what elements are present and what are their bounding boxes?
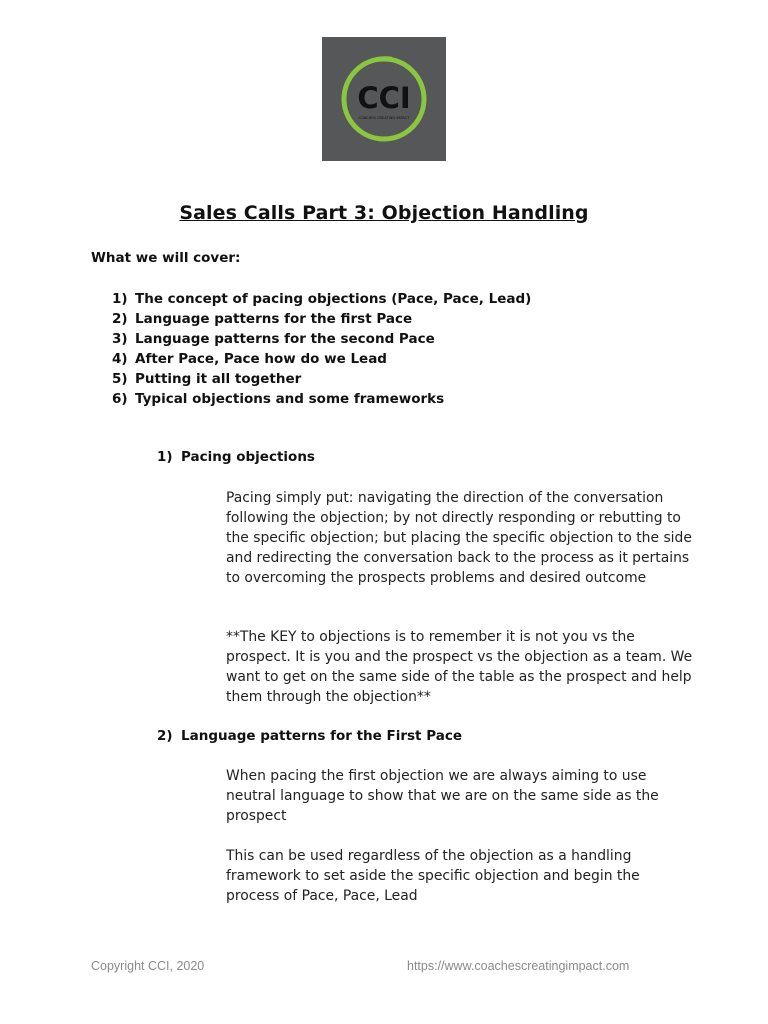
toc-item <box>112 350 531 370</box>
toc-item-number: 4) <box>112 351 128 367</box>
toc-item <box>112 310 531 330</box>
toc-item-number: 5) <box>112 371 128 387</box>
toc-item-text: The concept of pacing objections (Pace, Pace, Lead) <box>135 291 532 307</box>
section-paragraph: **The KEY to objections is to remember it is not you vs the prospect. It is you and the prospect vs the objection as a team. We want to get on the same side of the table as the prospect and help them through the objection** <box>226 629 693 705</box>
toc-item-text: Putting it all together <box>135 371 302 387</box>
section-paragraph: This can be used regardless of the objection as a handling framework to set aside the specific objection and begin the process of Pace, Pace, Lead <box>226 848 640 904</box>
toc-item-text: Language patterns for the second Pace <box>135 331 435 347</box>
toc-item-text: After Pace, Pace how do we Lead <box>135 351 387 367</box>
toc-item <box>112 370 531 390</box>
page-title: Sales Calls Part 3: Objection Handling <box>179 202 589 224</box>
toc-item <box>112 290 531 310</box>
section-heading-pacing-objections <box>157 449 315 465</box>
footer-copyright: Copyright CCI, 2020 <box>91 959 205 973</box>
section-paragraph: Pacing simply put: navigating the direction of the conversation following the objection; by not directly responding or rebutting to the specific objection; but placing the specific objection to the side and redirecting the conversation back to the process as it pertains to overcoming the prospects problems and desired outcome <box>226 490 692 586</box>
cci-logo <box>322 37 446 161</box>
toc-item-number: 2) <box>112 311 128 327</box>
toc-item-number: 3) <box>112 331 128 347</box>
toc-list <box>112 290 531 410</box>
section-title: Language patterns for the First Pace <box>181 728 462 744</box>
section-number: 2) <box>157 728 173 744</box>
section-paragraph: When pacing the first objection we are always aiming to use neutral language to show that we are on the same side as the prospect <box>226 768 659 824</box>
logo-text: CCI <box>357 81 411 115</box>
section-heading-language-patterns <box>157 728 462 744</box>
toc-item-number: 6) <box>112 391 128 407</box>
footer-url[interactable]: https://www.coachescreatingimpact.com <box>407 959 630 973</box>
cci-logo-graphic <box>322 37 446 161</box>
toc-item <box>112 390 531 410</box>
section-title: Pacing objections <box>181 449 315 465</box>
cover-heading: What we will cover: <box>91 250 241 266</box>
toc-item-text: Language patterns for the first Pace <box>135 311 413 327</box>
toc-item-text: Typical objections and some frameworks <box>135 391 445 407</box>
logo-tagline: COACHES CREATING IMPACT <box>358 116 410 120</box>
section-number: 1) <box>157 449 173 465</box>
toc-item-number: 1) <box>112 291 128 307</box>
toc-item <box>112 330 531 350</box>
